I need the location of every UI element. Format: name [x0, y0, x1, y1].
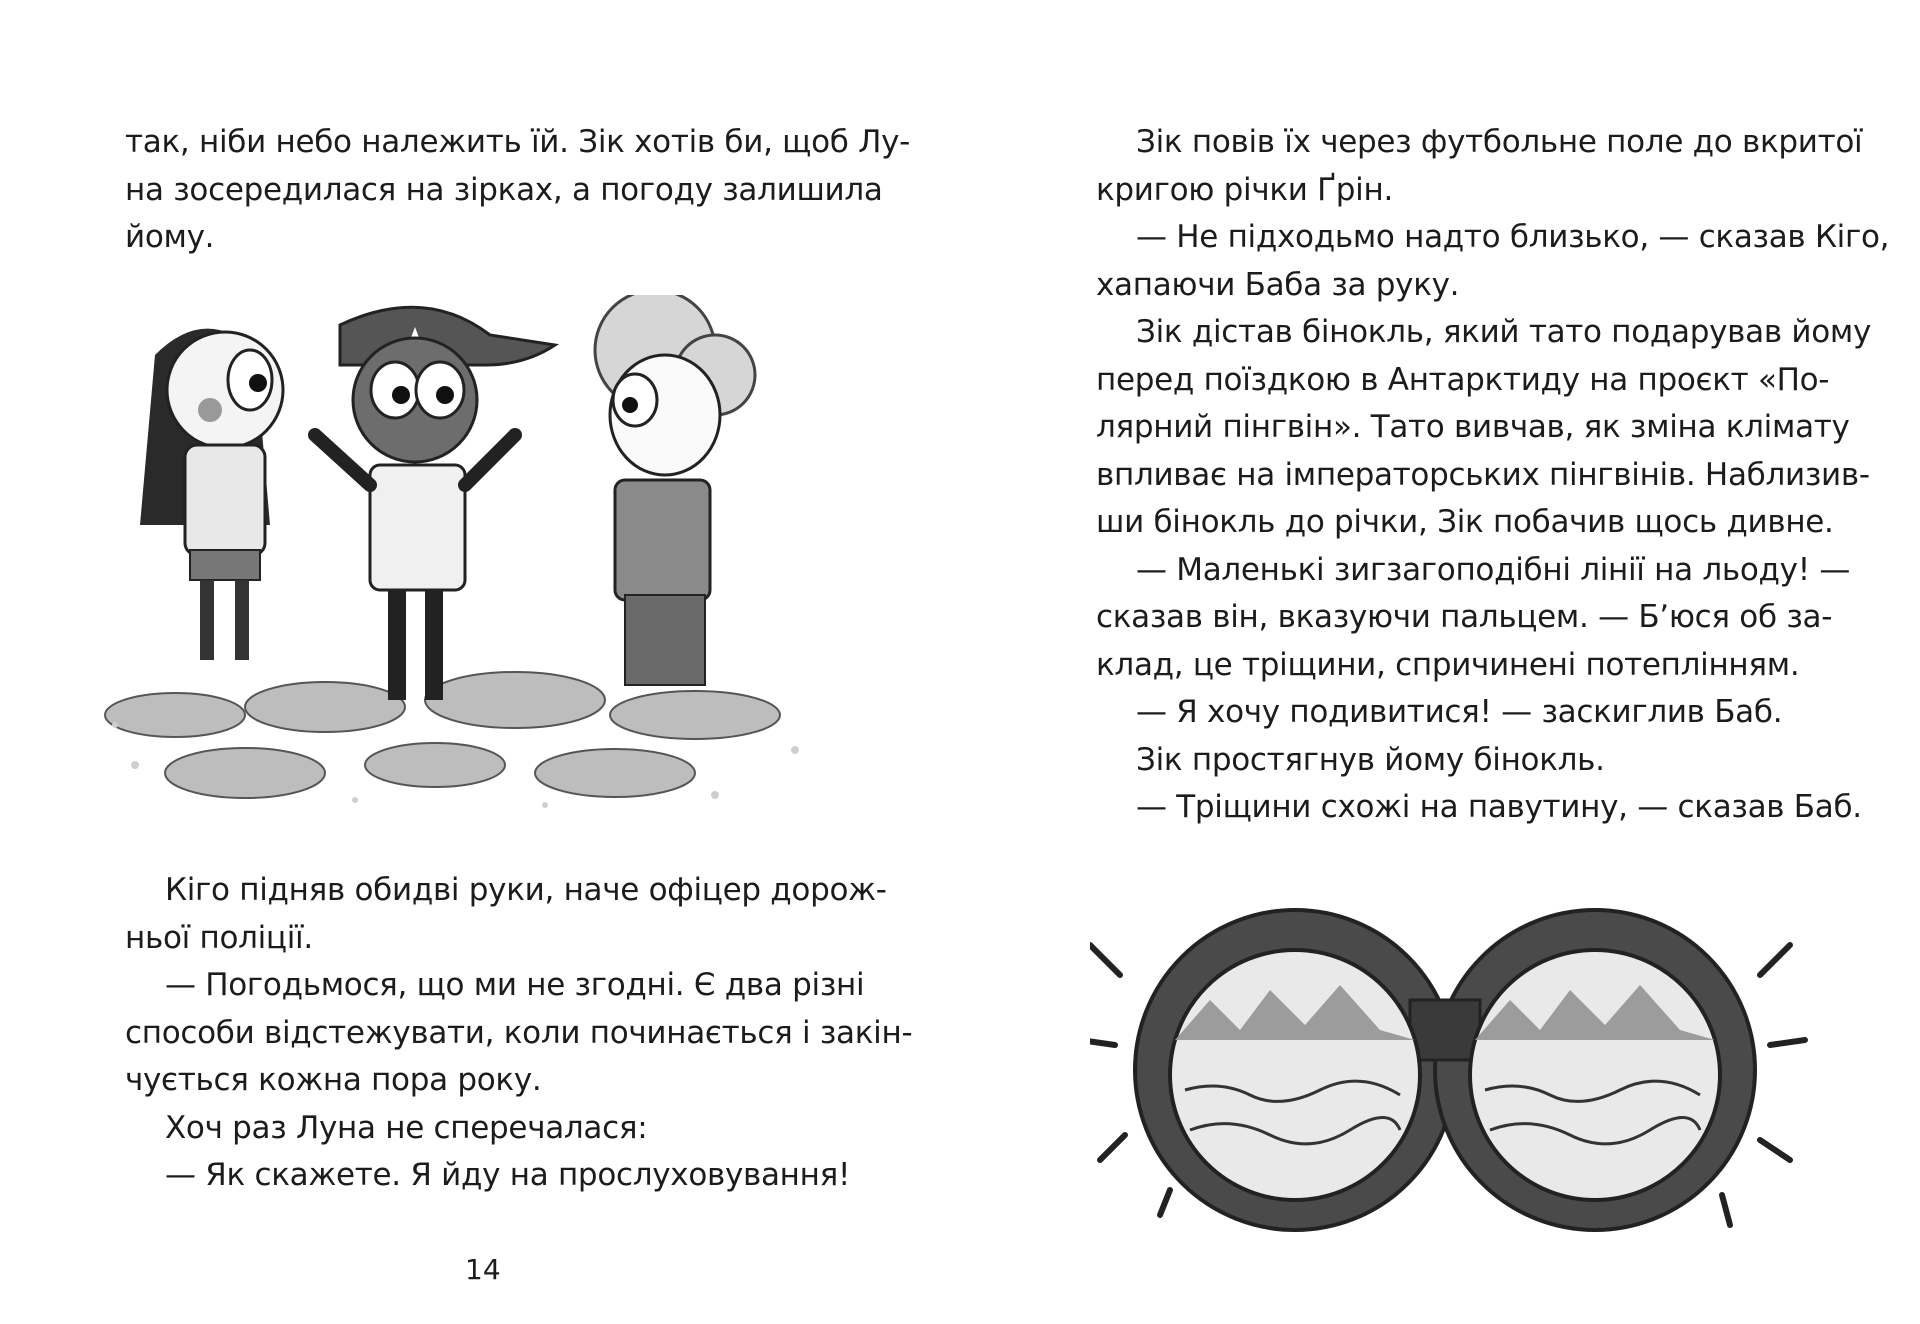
text-line: — Я хочу подивитися! — заскиглив Баб. — [1136, 694, 1783, 730]
page-number: 14 — [465, 1253, 501, 1286]
text-line: Зік повів їх через футбольне поле до вкритої — [1136, 124, 1863, 160]
text-line: ньої поліції. — [125, 919, 313, 956]
left-text-bottom — [125, 867, 913, 1200]
right-text — [1096, 119, 1890, 832]
boy-figure — [315, 307, 555, 700]
girl-figure — [140, 329, 283, 660]
text-line: кригою річки Ґрін. — [1096, 171, 1394, 208]
text-line: сказав він, вказуючи пальцем. — Б’юся об за- — [1096, 599, 1833, 635]
text-line: ши бінокль до річки, Зік побачив щось дивне. — [1096, 504, 1834, 540]
text-line: Кіго підняв обидві руки, наче офіцер дорож- — [165, 872, 887, 908]
text-line: хапаючи Баба за руку. — [1096, 266, 1460, 303]
text-line: — Як скажете. Я йду на прослуховування! — [165, 1157, 851, 1193]
text-line: — Погодьмося, що ми не згодні. Є два різні — [165, 967, 865, 1003]
right-page — [960, 0, 1920, 1324]
text-line: способи відстежувати, коли починається і закін- — [125, 1014, 913, 1051]
text-line: клад, це тріщини, спричинені потеплінням. — [1096, 646, 1800, 683]
text-line: — Маленькі зигзагоподібні лінії на льоду! — — [1136, 551, 1851, 588]
text-line: йому. — [125, 219, 215, 255]
text-line: Зік дістав бінокль, який тато подарував йому — [1136, 314, 1871, 350]
text-line: так, ніби небо належить їй. Зік хотів би, щоб Лу- — [125, 124, 911, 160]
text-line: чується кожна пора року. — [125, 1062, 542, 1098]
left-text-top — [125, 119, 911, 262]
text-line: лярний пінгвін». Тато вивчав, як зміна клімату — [1096, 409, 1850, 445]
text-line: впливає на імператорських пінгвінів. Наблизив- — [1096, 456, 1870, 493]
text-line: перед поїздкою в Антарктиду на проєкт «По- — [1096, 361, 1830, 398]
text-line: — Тріщини схожі на павутину, — сказав Баб. — [1136, 789, 1862, 825]
binoculars-illustration — [1090, 890, 1810, 1260]
text-line: на зосередилася на зірках, а погоду залишила — [125, 171, 883, 208]
kids-illustration — [95, 295, 855, 835]
text-line: Зік простягнув йому бінокль. — [1136, 741, 1605, 778]
text-line: — Не підходьмо надто близько, — сказав Кіго, — [1136, 219, 1890, 255]
text-line: Хоч раз Луна не сперечалася: — [165, 1109, 648, 1146]
curly-kid-figure — [595, 295, 755, 685]
binocular-body — [1135, 910, 1755, 1230]
